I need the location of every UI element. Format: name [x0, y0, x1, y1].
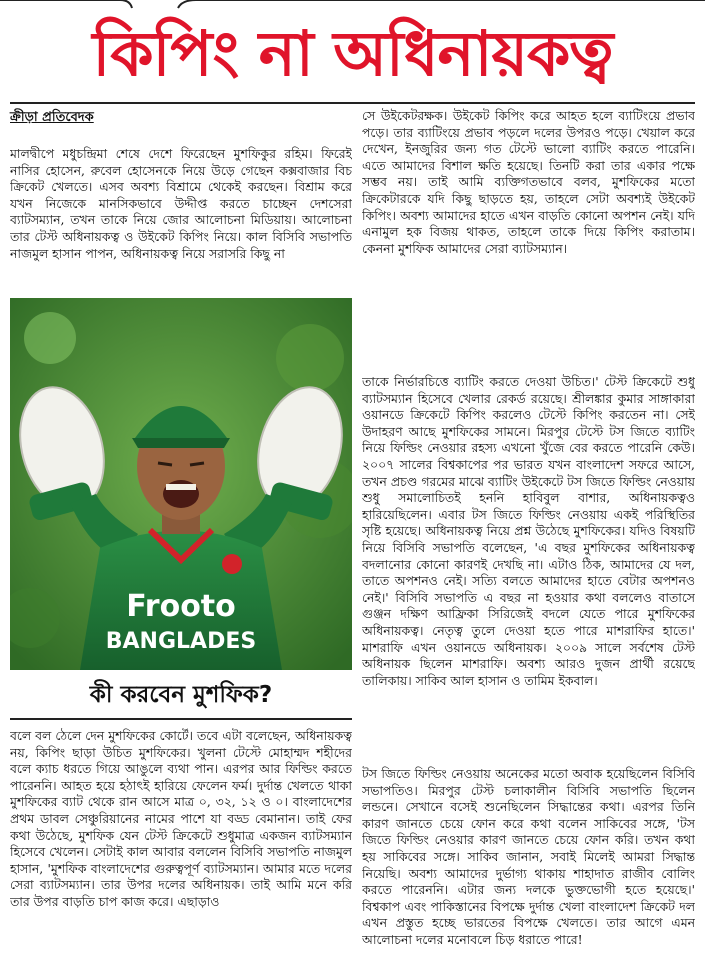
photo-caption: কী করবেন মুশফিক? — [89, 682, 273, 708]
headline-rule — [10, 102, 695, 104]
jersey-country: BANGLADES — [105, 629, 257, 654]
jersey-brand: Frooto — [126, 589, 236, 624]
article-col-right-top: সে উইকেটরক্ষক। উইকেট কিপিং করে আহত হলে ব্যাটিংয়ে প্রভাব পড়ে। তার ব্যাটিংয়ে প্রভাব পড়লে দলের উপরও পড়ে। খেয়াল করে দেখেন, ইনজুরির জন্য গত টেস্টে ভালো ব্যাটিং করতে পারেনি। এতে আমাদের বিশাল ক্ষতি হয়েছে। তিনটি করা তার একার পক্ষে সম্ভব নয়। তাই আমি ব্যক্তিগতভাবে বলব, মুশফিকের মতো ক্রিকেটারকে যদি কিছু ছাড়তে হয়, তাহলে সেটা অবশ্যই উইকেট কিপিং। অবশ্য আমাদের হাতে এখন বাড়তি কোনো অপশন নেই। যদি এনামুল হক বিজয় থাকত, তাহলে তাকে দিয়ে কিপিং করাতাম। কেননা মুশফিক আমাদের সেরা ব্যাটসম্যান। — [362, 108, 695, 256]
article-col-left-top: মালদ্বীপে মধুচন্দ্রিমা শেষে দেশে ফিরেছেন মুশফিকুর রহিম। ফিরেই নাসির হোসেন, রুবেল হোসেনকে নিয়ে উড়ে গেছেন কক্সবাজার বিচ ক্রিকেট খেলতে। এসব অবশ্য বিশ্রামে থেকেই করছেন। বিশ্রাম করে যখন নিজেকে মানসিকভাবে উদ্দীপ্ত করতে চাচ্ছেন দেশসেরা ব্যাটসম্যান, তখন তাকে নিয়ে জোর আলোচনা মিডিয়ায়। আলোচনা তার টেস্ট অধিনায়কত্ব ও উইকেট কিপিং নিয়ে। কাল বিসিবি সভাপতি নাজমুল হাসান পাপন, অধিনায়কত্ব নিয়ে সরাসরি কিছু না — [10, 146, 352, 261]
article-col-right-bottom: টস জিতে ফিল্ডিং নেওয়ায় অনেকের মতো অবাক হয়েছিলেন বিসিবি সভাপতিও। মিরপুর টেস্ট চলাকালীন বিসিবি সভাপতি ছিলেন লন্ডনে। সেখানে বসেই শুনেছিলেন সিদ্ধান্তের কথা। এরপর তিনি কারণ জানতে চেয়ে ফোন করে কথা বলেন সাকিবের সঙ্গে, 'টস জিতে ফিল্ডিং নেওয়ার কারণ জানতে চেয়ে ফোন করি। তখন কথা হয় সাকিবের সঙ্গে। সাকিব জানান, সবাই মিলেই আমরা সিদ্ধান্ত নিয়েছি। অবশ্য আমাদের দুর্ভাগ্য থাকায় শাহাদাত রাজীব বোলিং করতে পারেননি। এটার জন্য দলকে ভুক্তভোগী হতে হয়েছে।' বিশ্বকাপ এবং পাকিস্তানের বিপক্ষে দুর্দান্ত খেলা বাংলাদেশ ক্রিকেট দল এখন প্রস্তুত হচ্ছে ভারতের বিপক্ষে খেলতে। তার আগে এমন আলোচনা দলের মনোবলে চিড় ধরাতে পারে! — [362, 766, 695, 947]
headline: কিপিং না অধিনায়কত্ব — [92, 17, 613, 90]
article-col-right-mid: তাকে নির্ভারচিত্তে ব্যাটিং করতে দেওয়া উচিত।' টেস্ট ক্রিকেটে শুধু ব্যাটসম্যান হিসেবে খেলার রেকর্ড রয়েছে। শ্রীলঙ্কার কুমার সাঙ্গাকারা ওয়ানডে ক্রিকেটে কিপিং করলেও টেস্টে কিপিং করতেন না। সেই উদাহরণ আছে মুশফিকের সামনে। মিরপুর টেস্টে টস জিতে ব্যাটিং নিয়ে ফিল্ডিং নেওয়ার রহস্য এখনো খুঁজে বের করতে পারেনি কেউ। ২০০৭ সালের বিশ্বকাপের পর ভারত যখন বাংলাদেশ সফরে আসে, তখন প্রচণ্ড গরমের মাঝে ব্যাটিং উইকেটে টস জিতে ফিল্ডিং নেওয়ায় শুধু সমালোচিতই হননি হাবিবুল বাশার, অধিনায়কত্বও হারিয়েছিলেন। এবার টস জিতে ফিল্ডিং নেওয়ায় একই পরিস্থিতির সৃষ্টি হয়েছে। অধিনায়কত্ব নিয়ে প্রশ্ন উঠেছে মুশফিকের। যদিও বিষয়টি নিয়ে বিসিবি সভাপতি বলেছেন, 'এ বছর মুশফিকের অধিনায়কত্ব বদলানোর কোনো কারণই দেখছি না। এটাও ঠিক, আমাদের যে দল, তাতে অপশনও নেই। সত্যি বলতে আমাদের হাতে বেটার অপশনও নেই।' বিসিবি সভাপতি এ বছর না হওয়ার কথা বললেও বাতাসে গুঞ্জন দক্ষিণ আফ্রিকা সিরিজেই বদলে যেতে পারে মুশফিকের অধিনায়কত্ব। নেতৃত্ব তুলে দেওয়া হতে পারে মাশরাফির হাতে।' মাশরাফি এখন ওয়ানডে অধিনায়ক। ২০০৯ সালে সর্বশেষ টেস্ট অধিনায়ক ছিলেন মাশরাফি। অবশ্য আরও দুজন প্রার্থী রয়েছে তালিকায়। সাকিব আল হাসান ও তামিম ইকবাল। — [362, 374, 695, 688]
article-col-left-bottom: বলে বল ঠেলে দেন মুশফিকের কোর্টে। তবে এটা বলেছেন, অধিনায়কত্ব নয়, কিপিং ছাড়া উচিত মুশফিকের। খুলনা টেস্টে মোহাম্মদ শহীদের বলে ক্যাচ ধরতে গিয়ে আঙুলে ব্যথা পান। এরপর আর ফিল্ডিং করতে পারেননি। আহত হয়ে হঠাৎই হারিয়ে ফেলেন ফর্ম। দুর্দান্ত খেলতে থাকা মুশফিকের ব্যাট থেকে রান আসে মাত্র ০, ৩২, ১২ ও ০। বাংলাদেশের প্রথম ডাবল সেঞ্চুরিয়ানের নামের পাশে যা বড্ড বেমানান। তাই ফের কথা উঠেছে, মুশফিক যেন টেস্ট ক্রিকেটে শুধুমাত্র একজন ব্যাটসম্যান হিসেবে খেলেন। সেটাই কাল আবার বললেন বিসিবি সভাপতি নাজমুল হাসান, 'মুশফিক বাংলাদেশের গুরুত্বপূর্ণ ব্যাটসম্যান। আমার মতে দলের সেরা ব্যাটসম্যান। তার উপর দলের অধিনায়ক। তাই আমি মনে করি তার উপর বাড়তি চাপ কাজ করে। এছাড়াও — [10, 728, 352, 909]
section-rule — [10, 718, 352, 720]
byline: ক্রীড়া প্রতিবেদক — [10, 110, 94, 125]
player-photo — [10, 298, 352, 670]
